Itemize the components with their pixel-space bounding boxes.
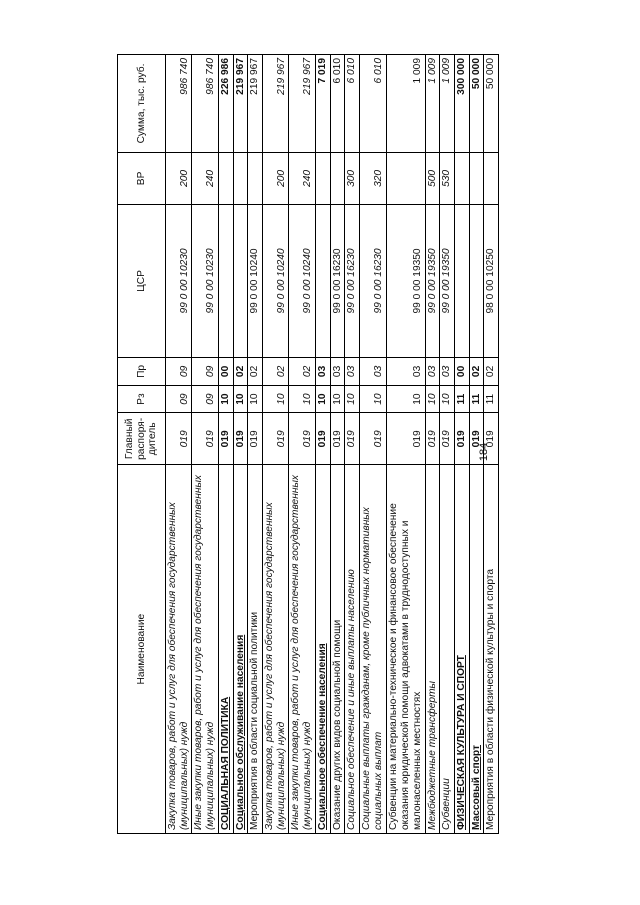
- table-row: [289, 55, 315, 834]
- row-chief-manager: 019: [192, 413, 218, 465]
- row-name: Субвенции на материально-техническое и финансовое обеспечение оказания юридической помощи адвокатами в труднодоступных и малонаселенных местностях: [386, 465, 425, 834]
- row-target-article: [233, 204, 248, 357]
- table-row: [233, 55, 248, 834]
- table-row: [263, 55, 289, 834]
- row-target-article: 99 0 00 16230: [330, 204, 345, 357]
- row-expense-type: 300: [345, 153, 360, 205]
- row-sum: 50 000: [484, 55, 499, 153]
- row-subsection: 02: [248, 358, 263, 386]
- header-row: [118, 55, 166, 834]
- row-section: 11: [454, 385, 469, 413]
- table-row: [330, 55, 345, 834]
- row-name: Закупка товаров, работ и услуг для обеспечения государственных (муниципальных) нужд: [166, 465, 192, 834]
- row-chief-manager: 019: [248, 413, 263, 465]
- row-sum: 1 009: [386, 55, 425, 153]
- row-chief-manager: 019: [233, 413, 248, 465]
- row-sum: 1 009: [440, 55, 455, 153]
- row-sum: 50 000: [469, 55, 484, 153]
- row-chief-manager: 019: [360, 413, 386, 465]
- row-section: 10: [218, 385, 233, 413]
- row-section: 11: [469, 385, 484, 413]
- header-sum: Сумма, тыс. руб.: [118, 55, 166, 153]
- row-section: 10: [386, 385, 425, 413]
- row-sum: 986 740: [192, 55, 218, 153]
- row-name: Мероприятия в области физической культуры и спорта: [484, 465, 499, 834]
- row-subsection: 00: [218, 358, 233, 386]
- row-sum: 6 010: [360, 55, 386, 153]
- row-subsection: 02: [484, 358, 499, 386]
- header-chief-manager: Главный распоря-дитель: [118, 413, 166, 465]
- row-name: Иные закупки товаров, работ и услуг для обеспечения государственных (муниципальных) нужд: [192, 465, 218, 834]
- row-subsection: 03: [425, 358, 440, 386]
- row-name: Мероприятия в области социальной политики: [248, 465, 263, 834]
- row-name: Социальные выплаты гражданам, кроме публичных нормативных социальных выплат: [360, 465, 386, 834]
- row-sum: 7 019: [315, 55, 330, 153]
- table-row: [425, 55, 440, 834]
- table-row: [192, 55, 218, 834]
- header-section: Рз: [118, 385, 166, 413]
- row-expense-type: [218, 153, 233, 205]
- row-chief-manager: 019: [386, 413, 425, 465]
- row-subsection: 03: [315, 358, 330, 386]
- row-chief-manager: 019: [263, 413, 289, 465]
- header-subsection: Пр: [118, 358, 166, 386]
- row-sum: 226 986: [218, 55, 233, 153]
- row-target-article: 99 0 00 10230: [192, 204, 218, 357]
- row-sum: 300 000: [454, 55, 469, 153]
- row-expense-type: [248, 153, 263, 205]
- table-body: [166, 55, 499, 834]
- row-section: 10: [330, 385, 345, 413]
- row-chief-manager: 019: [469, 413, 484, 465]
- header-target-article: ЦСР: [118, 204, 166, 357]
- table-row: [360, 55, 386, 834]
- row-expense-type: [454, 153, 469, 205]
- row-target-article: 99 0 00 10230: [166, 204, 192, 357]
- table-row: [454, 55, 469, 834]
- table-row: [345, 55, 360, 834]
- table-row: [315, 55, 330, 834]
- table-row: [166, 55, 192, 834]
- row-target-article: 99 0 00 19350: [440, 204, 455, 357]
- table-row: [218, 55, 233, 834]
- row-target-article: 98 0 00 10250: [484, 204, 499, 357]
- row-section: 10: [315, 385, 330, 413]
- row-subsection: 03: [386, 358, 425, 386]
- row-target-article: 99 0 00 19350: [386, 204, 425, 357]
- row-expense-type: [330, 153, 345, 205]
- row-expense-type: 200: [263, 153, 289, 205]
- row-expense-type: [484, 153, 499, 205]
- row-subsection: 02: [233, 358, 248, 386]
- row-subsection: 02: [469, 358, 484, 386]
- row-name: Массовый спорт: [469, 465, 484, 834]
- row-section: 09: [192, 385, 218, 413]
- row-target-article: 99 0 00 10240: [248, 204, 263, 357]
- row-subsection: 03: [345, 358, 360, 386]
- row-section: 10: [289, 385, 315, 413]
- row-chief-manager: 019: [345, 413, 360, 465]
- row-sum: 6 010: [345, 55, 360, 153]
- row-name: СОЦИАЛЬНАЯ ПОЛИТИКА: [218, 465, 233, 834]
- row-target-article: 99 0 00 10240: [263, 204, 289, 357]
- row-subsection: 09: [166, 358, 192, 386]
- row-name: ФИЗИЧЕСКАЯ КУЛЬТУРА И СПОРТ: [454, 465, 469, 834]
- row-chief-manager: 019: [454, 413, 469, 465]
- row-section: 10: [263, 385, 289, 413]
- row-expense-type: 200: [166, 153, 192, 205]
- row-sum: 219 967: [233, 55, 248, 153]
- row-sum: 1 009: [425, 55, 440, 153]
- row-expense-type: [315, 153, 330, 205]
- row-sum: 219 967: [263, 55, 289, 153]
- row-sum: 219 967: [289, 55, 315, 153]
- row-target-article: 99 0 00 16230: [345, 204, 360, 357]
- row-expense-type: [386, 153, 425, 205]
- row-name: Социальное обеспечение населения: [315, 465, 330, 834]
- header-expense-type: ВР: [118, 153, 166, 205]
- row-chief-manager: 019: [484, 413, 499, 465]
- table-row: [386, 55, 425, 834]
- table-row: [248, 55, 263, 834]
- row-target-article: [454, 204, 469, 357]
- row-target-article: 99 0 00 16230: [360, 204, 386, 357]
- row-name: Социальное обслуживание населения: [233, 465, 248, 834]
- row-section: 10: [425, 385, 440, 413]
- row-expense-type: 240: [192, 153, 218, 205]
- row-target-article: [315, 204, 330, 357]
- row-expense-type: [469, 153, 484, 205]
- header-name: Наименование: [118, 465, 166, 834]
- row-chief-manager: 019: [315, 413, 330, 465]
- row-chief-manager: 019: [289, 413, 315, 465]
- row-section: 10: [440, 385, 455, 413]
- row-chief-manager: 019: [440, 413, 455, 465]
- row-sum: 6 010: [330, 55, 345, 153]
- row-name: Межбюджетные трансферты: [425, 465, 440, 834]
- row-name: Социальное обеспечение и иные выплаты населению: [345, 465, 360, 834]
- row-expense-type: 240: [289, 153, 315, 205]
- table-row: [484, 55, 499, 834]
- row-subsection: 03: [360, 358, 386, 386]
- page-number: 184: [478, 442, 490, 462]
- row-subsection: 09: [192, 358, 218, 386]
- row-chief-manager: 019: [166, 413, 192, 465]
- row-subsection: 00: [454, 358, 469, 386]
- row-target-article: [469, 204, 484, 357]
- row-chief-manager: 019: [425, 413, 440, 465]
- row-target-article: [218, 204, 233, 357]
- row-section: 10: [360, 385, 386, 413]
- table-row: [440, 55, 455, 834]
- row-expense-type: 530: [440, 153, 455, 205]
- row-sum: 219 967: [248, 55, 263, 153]
- row-section: 10: [233, 385, 248, 413]
- table-row: [469, 55, 484, 834]
- row-expense-type: 500: [425, 153, 440, 205]
- row-chief-manager: 019: [330, 413, 345, 465]
- budget-table: [117, 54, 499, 834]
- row-subsection: 03: [440, 358, 455, 386]
- row-expense-type: [233, 153, 248, 205]
- row-subsection: 03: [330, 358, 345, 386]
- row-target-article: 99 0 00 19350: [425, 204, 440, 357]
- row-expense-type: 320: [360, 153, 386, 205]
- row-chief-manager: 019: [218, 413, 233, 465]
- row-section: 11: [484, 385, 499, 413]
- row-subsection: 02: [263, 358, 289, 386]
- row-name: Субвенции: [440, 465, 455, 834]
- row-sum: 986 740: [166, 55, 192, 153]
- row-name: Оказание других видов социальной помощи: [330, 465, 345, 834]
- row-section: 10: [248, 385, 263, 413]
- row-target-article: 99 0 00 10240: [289, 204, 315, 357]
- row-section: 09: [166, 385, 192, 413]
- row-subsection: 02: [289, 358, 315, 386]
- row-name: Закупка товаров, работ и услуг для обеспечения государственных (муниципальных) нужд: [263, 465, 289, 834]
- row-name: Иные закупки товаров, работ и услуг для обеспечения государственных (муниципальных) нужд: [289, 465, 315, 834]
- row-section: 10: [345, 385, 360, 413]
